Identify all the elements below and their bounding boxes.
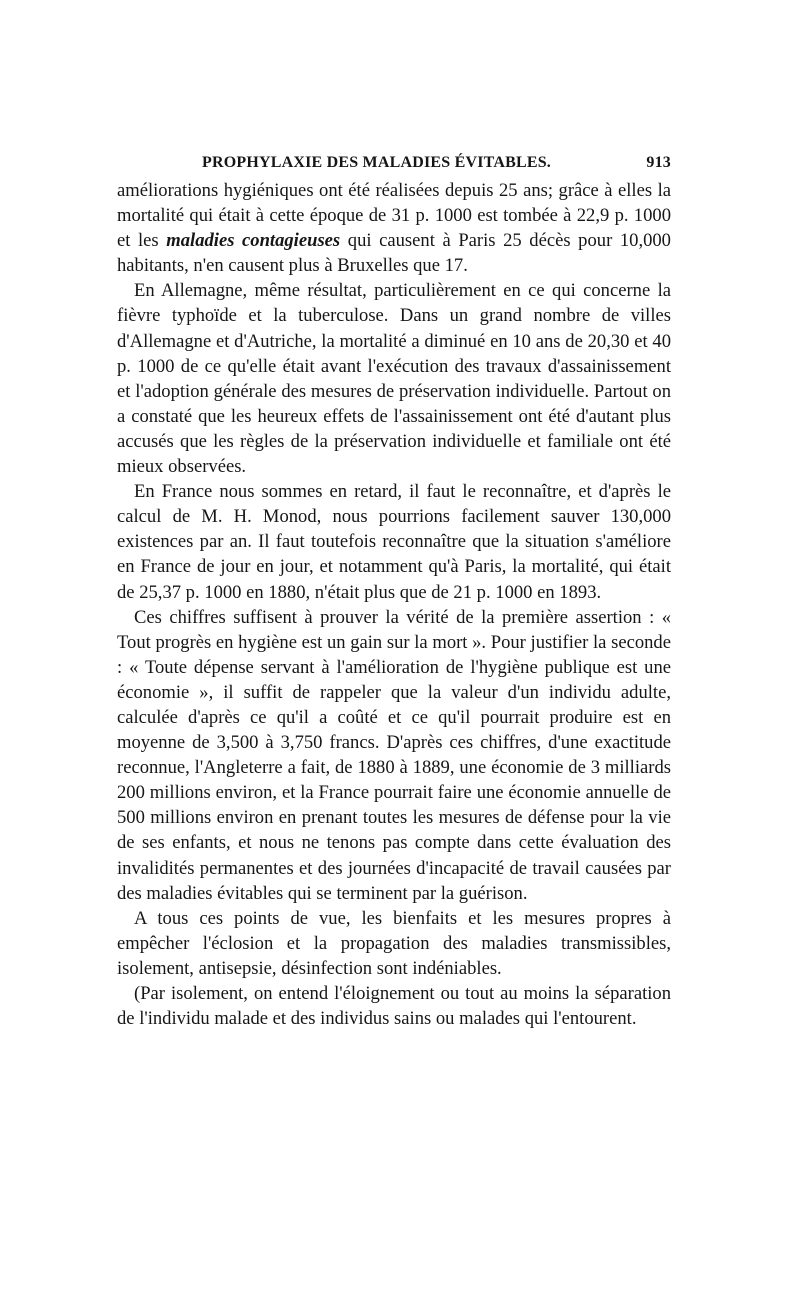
paragraph-2: En Allemagne, même résultat, particulièrement en ce qui concerne la fièvre typhoïde et la tuberculose. Dans un grand nombre de villes d'Allemagne et d'Autriche, la mortalité a diminué en 10 ans de 20,30 et 40 p. 1000 de ce qu'elle était avant l'exécution des travaux d'assainissement et l'adoption générale des mesures de préservation individuelle. Partout on a constaté que les heureux effets de l'assainissement ont été d'autant plus accusés que les règles de la préservation individuelle et familiale ont été mieux observées. — [117, 280, 671, 478]
paragraph-3: En France nous sommes en retard, il faut le reconnaître, et d'après le calcul de M. H. Monod, nous pourrions facilement sauver 130,000 existences par an. Il faut toutefois reconnaître que la situation s'améliore en France de jour en jour, et notamment qu'à Paris, la mortalité, qui était de 25,37 p. 1000 en 1880, n'était plus que de 21 p. 1000 en 1893. — [117, 481, 671, 603]
paragraph-1-after: qui causent à Paris 25 décès pour 10,000 habitants, n'en causent plus à Bruxelles que 17. — [117, 230, 671, 277]
book-page — [117, 152, 671, 1031]
running-head — [117, 152, 671, 178]
paragraph-4: Ces chiffres suffisent à prouver la vérité de la première assertion : « Tout progrès en hygiène est un gain sur la mort ». Pour justifier la seconde : « Toute dépense servant à l'amélioration de l'hygiène publique est une économie », il suffit de rappeler que la valeur d'un individu adulte, calculée d'après ce qu'il a coûté et ce qu'il pourrait produire est en moyenne de 3,500 à 3,750 francs. D'après ces chiffres, d'une exactitude reconnue, l'Angleterre a fait, de 1880 à 1889, une économie de 3 milliards 200 millions environ, et la France pourrait faire une économie annuelle de 500 millions environ en prenant toutes les mesures de défense pour la vie de ses enfants, et nous ne tenons pas compte dans cette évaluation des invalidités permanentes et des journées d'incapacité de travail causées par des maladies évitables qui se terminent par la guérison. — [117, 606, 671, 904]
paragraph-1-emphasis: maladies contagieuses — [166, 230, 341, 252]
paragraph-5: A tous ces points de vue, les bienfaits et les mesures propres à empêcher l'éclosion et la propagation des maladies transmissibles, isolement, antisepsie, désinfection sont indéniables. — [117, 907, 671, 979]
running-title: PROPHYLAXIE DES MALADIES ÉVITABLES. — [202, 154, 551, 171]
body-text — [117, 178, 671, 1031]
page-number: 913 — [646, 154, 671, 171]
paragraph-1-before: améliorations hygiéniques ont été réalisées depuis 25 ans; grâce à elles la mortalité qui était à cette époque de 31 p. 1000 est tombée à 22,9 p. 1000 et les — [117, 180, 671, 252]
paragraph-6: (Par isolement, on entend l'éloignement ou tout au moins la séparation de l'individu malade et des individus sains ou malades qui l'entourent. — [117, 983, 671, 1030]
paragraph-1 — [117, 178, 671, 278]
